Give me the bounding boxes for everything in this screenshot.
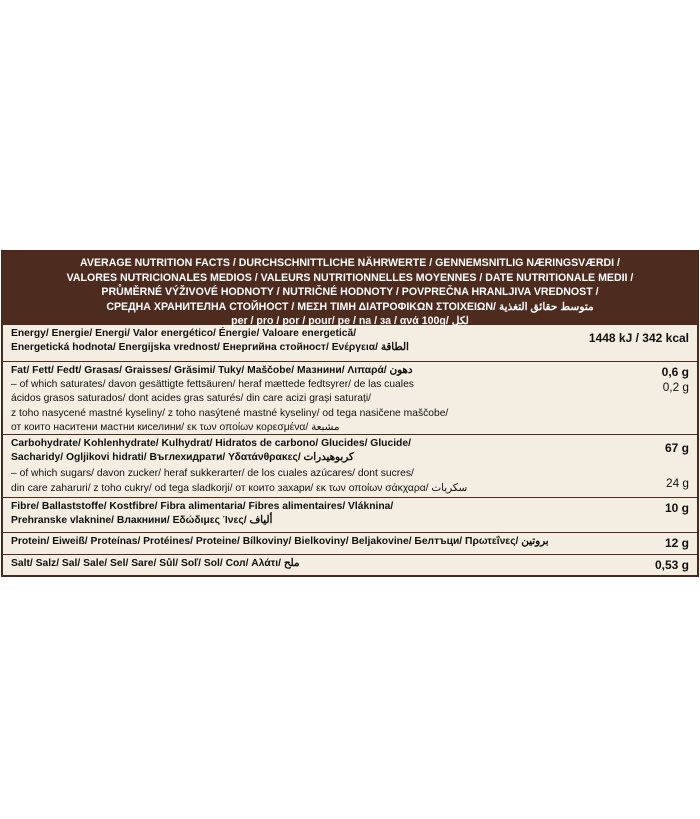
fat-sub-label: z toho nasycené mastné kyseliny/ z toho nasýtené mastné kyseliny/ od tega nasičene maščobe/ [11,407,449,419]
nutrition-label [1,250,699,577]
fibre-value: 10 g [664,501,689,515]
sugars-value: 24 g [666,476,689,490]
saturates-value: 0,2 g [662,380,689,394]
fat-label: Fat/ Fett/ Fedt/ Grasas/ Graisses/ Grăsimi/ Tuky/ Maščobe/ Мазнини/ Λιπαρά/ دهون [11,365,413,376]
sugars-label: – of which sugars/ davon zucker/ heraf sukkerarter/ de los cuales azúcares/ dont sucres/ [11,468,414,480]
protein-row [3,532,697,554]
fat-row [3,361,697,434]
salt-label: Salt/ Salz/ Sal/ Sale/ Sel/ Sare/ Sůl/ Soľ/ Sol/ Сол/ Αλάτι/ ملح [11,558,300,569]
fibre-row [3,497,697,532]
fat-sub-label: от които наситени мастни киселини/ εκ των οποίων κορεσμένα/ مشبعة [11,421,340,433]
protein-label: Protein/ Eiweiß/ Proteínas/ Protéines/ Proteine/ Bílkoviny/ Bielkoviny/ Beljakovine/ Белтъци/ Πρωτεΐνες/ بروتين [11,536,549,547]
protein-value: 12 g [664,536,689,550]
fat-value: 0,6 g [661,365,689,379]
header-line: VALORES NUTRICIONALES MEDIOS / VALEURS NUTRITIONNELLES MOYENNES / DATE NUTRITIONALE MEDII / [66,271,634,284]
header-line: AVERAGE NUTRITION FACTS / DURCHSCHNITTLICHE NÄHRWERTE / GENNEMSNITLIG NÆRINGSVÆRDI / [80,257,620,269]
header-line: per / pro / por / pour/ pe / na / за / ανά 100g/ لكل [231,315,469,328]
nutrition-body [3,325,697,575]
energy-value: 1448 kJ / 342 kcal [588,331,689,345]
fat-sub-label: – of which saturates/ davon gesättigte fettsäuren/ heraf mættede fedtsyrer/ de las cuales [11,379,414,391]
carbohydrate-value: 67 g [664,441,689,455]
energy-label: Energy/ Energie/ Energi/ Valor energético/ Énergie/ Valoare energetică/ [11,328,357,339]
header-line: СРЕДНА ХРАНИТЕЛНА СТОЙНОСТ / ΜΕΣΗ ΤΙΜΗ ΔΙΑΤΡΟΦΙΚΩΝ ΣΤΟΙΧΕΙΩΝ/ متوسط حقائق التغذية [106,300,594,313]
fibre-label: Fibre/ Ballaststoffe/ Kostfibre/ Fibra alimentaria/ Fibres alimentaires/ Vláknina/ [11,501,394,512]
fibre-label: Prehranske vlaknine/ Влакнини/ Εδώδιμες Ίνες/ ألياف [11,515,273,527]
nutrition-header [3,252,697,328]
carbohydrate-label: Carbohydrate/ Kohlenhydrate/ Kulhydrat/ Hidratos de carbono/ Glucides/ Glucide/ [11,438,411,449]
carbohydrate-row [3,434,697,497]
energy-label: Energetická hodnota/ Energijska vrednost/ Енергийна стойност/ Ενέργεια/ الطاقة [11,342,409,354]
energy-row [3,325,697,361]
sugars-label: din care zaharuri/ z toho cukry/ od tega sladkorji/ от които захари/ εκ των οποίων σάκχαρα/ سكريات [11,482,468,494]
salt-value: 0,53 g [654,558,689,572]
carbohydrate-label: Sacharidy/ Ogljikovi hidrati/ Въглехидрати/ Υδατάνθρακες/ كربوهيدرات [11,452,354,464]
salt-row [3,554,697,575]
header-line: PRŮMĚRNÉ VÝŽIVOVÉ HODNOTY / NUTRIČNÉ HODNOTY / POVPREČNA HRANLJIVA VREDNOST / [101,286,599,299]
fat-sub-label: ácidos grasos saturados/ dont acides gras saturés/ din care acizi grași saturați/ [11,393,371,405]
